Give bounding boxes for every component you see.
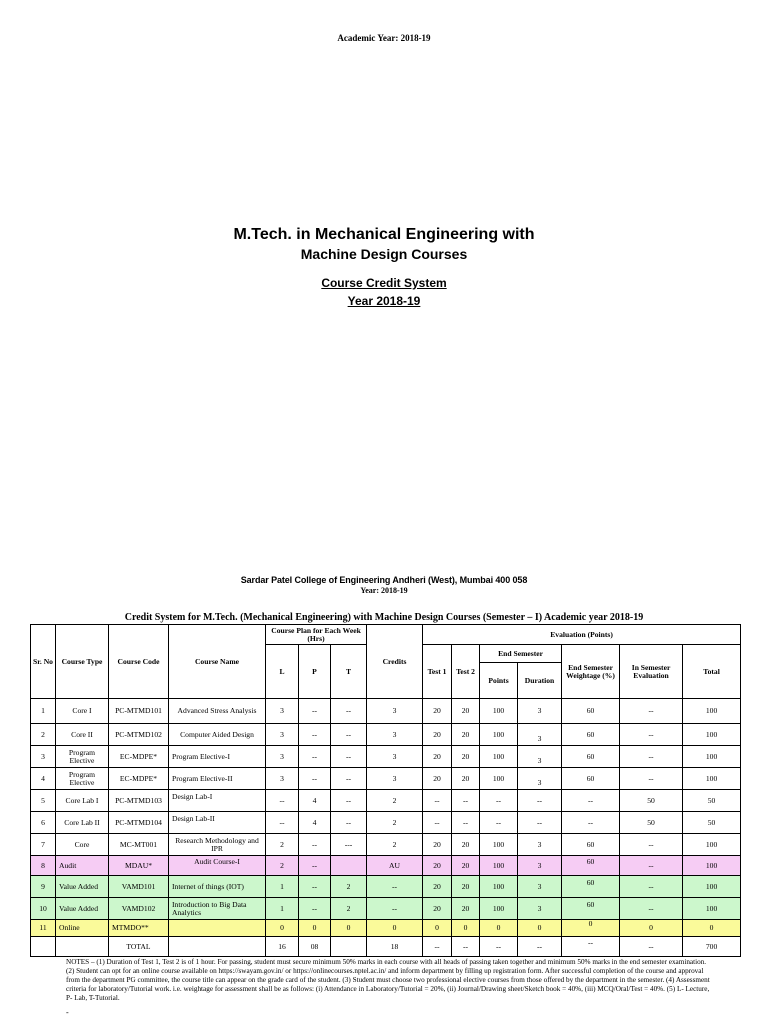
page-title-line2: Machine Design Courses [300, 246, 468, 262]
cell-points: 100 [480, 699, 518, 724]
cell-test2: 20 [452, 856, 480, 876]
cell-total: 100 [683, 898, 741, 920]
cell-total: 100 [683, 768, 741, 790]
cell-weightage: 60 [562, 699, 620, 724]
cell-credits: -- [367, 898, 423, 920]
cell-test1: 20 [423, 699, 452, 724]
cell-in-sem: 50 [620, 790, 683, 812]
header-test2: Test 2 [452, 645, 480, 699]
cell-p: -- [299, 856, 331, 876]
cell-points: 100 [480, 746, 518, 768]
cell-l: 2 [266, 834, 299, 856]
cell-weightage [562, 856, 620, 876]
cell-p: -- [299, 699, 331, 724]
cell-type: Core I [56, 699, 109, 724]
cell-sr: 1 [31, 699, 56, 724]
college-year: Year: 2018-19 [360, 586, 408, 595]
cell-type [56, 937, 109, 957]
table-row [31, 920, 741, 937]
cell-test1: 20 [423, 746, 452, 768]
cell-credits: 2 [367, 790, 423, 812]
subtitle-year: Year 2018-19 [347, 294, 421, 308]
cell-in-sem: -- [620, 724, 683, 746]
cell-sr: 3 [31, 746, 56, 768]
cell-test1: 20 [423, 856, 452, 876]
cell-name: Program Elective-I [169, 746, 266, 768]
page-title: M.Tech. in Mechanical Engineering with [233, 226, 535, 243]
cell-test1: 20 [423, 724, 452, 746]
cell-type: Core Lab II [56, 812, 109, 834]
cell-code: VAMD102 [109, 898, 169, 920]
credit-table [30, 624, 741, 957]
cell-p: -- [299, 724, 331, 746]
cell-sr: 11 [31, 920, 56, 937]
weightage-value: -- [588, 937, 594, 947]
cell-points: 100 [480, 856, 518, 876]
cell-name: Program Elective-II [169, 768, 266, 790]
cell-type: Core II [56, 724, 109, 746]
cell-in-sem: -- [620, 898, 683, 920]
cell-l: 1 [266, 898, 299, 920]
duration-value: 3 [537, 755, 542, 765]
cell-p: 4 [299, 812, 331, 834]
cell-t: -- [331, 768, 367, 790]
cell-points: 100 [480, 768, 518, 790]
cell-t: -- [331, 724, 367, 746]
cell-t: 2 [331, 876, 367, 898]
cell-sr: 5 [31, 790, 56, 812]
header-course-code: Course Code [109, 625, 169, 699]
weightage-value: 60 [586, 899, 595, 909]
cell-p: -- [299, 768, 331, 790]
cell-l: 3 [266, 724, 299, 746]
cell-total: 50 [683, 812, 741, 834]
cell-code: MTMDO** [109, 920, 169, 937]
cell-points: -- [480, 790, 518, 812]
cell-duration: -- [518, 937, 562, 957]
cell-total: 100 [683, 699, 741, 724]
table-row [31, 856, 741, 876]
cell-duration: 3 [518, 699, 562, 724]
weightage-value: 60 [586, 856, 595, 866]
cell-in-sem: -- [620, 834, 683, 856]
cell-in-sem: -- [620, 768, 683, 790]
cell-code: PC-MTMD104 [109, 812, 169, 834]
cell-test1: -- [423, 790, 452, 812]
cell-code: EC-MDPE* [109, 768, 169, 790]
cell-l: 1 [266, 876, 299, 898]
header-points: Points [480, 663, 518, 699]
cell-name [169, 920, 266, 937]
cell-code: MDAU* [109, 856, 169, 876]
table-row [31, 768, 741, 790]
cell-test2: 20 [452, 834, 480, 856]
cell-test1: 20 [423, 876, 452, 898]
cell-points: -- [480, 937, 518, 957]
cell-p: 4 [299, 790, 331, 812]
cell-t: -- [331, 746, 367, 768]
header-evaluation: Evaluation (Points) [423, 625, 741, 645]
cell-t: 2 [331, 898, 367, 920]
cell-code: PC-MTMD101 [109, 699, 169, 724]
header-end-semester: End Semester [480, 645, 562, 663]
cell-test2: 20 [452, 876, 480, 898]
duration-value: 3 [537, 777, 542, 787]
cell-in-sem: -- [620, 876, 683, 898]
cell-sr: 9 [31, 876, 56, 898]
cell-test1: -- [423, 937, 452, 957]
cell-test2: -- [452, 790, 480, 812]
cell-name: Research Methodology and IPR [169, 834, 266, 856]
cell-sr: 4 [31, 768, 56, 790]
table-row [31, 746, 741, 768]
course-name-value: Design Lab-II [172, 813, 215, 823]
header-test1: Test 1 [423, 645, 452, 699]
academic-year: Academic Year: 2018-19 [337, 33, 431, 43]
table-row [31, 790, 741, 812]
cell-test1: 20 [423, 898, 452, 920]
cell-test2: -- [452, 812, 480, 834]
cell-weightage: -- [562, 812, 620, 834]
cell-duration: 3 [518, 834, 562, 856]
cell-in-sem: -- [620, 856, 683, 876]
header-l: L [266, 645, 299, 699]
cell-duration: 3 [518, 898, 562, 920]
cell-sr: 2 [31, 724, 56, 746]
table-row [31, 724, 741, 746]
cell-total: 50 [683, 790, 741, 812]
header-total: Total [683, 645, 741, 699]
cell-points: 100 [480, 834, 518, 856]
header-t: T [331, 645, 367, 699]
cell-duration: -- [518, 790, 562, 812]
cell-name: Internet of things (IOT) [169, 876, 266, 898]
cell-duration [518, 724, 562, 746]
cell-test2: 20 [452, 746, 480, 768]
cell-points: 100 [480, 724, 518, 746]
cell-weightage: -- [562, 790, 620, 812]
cell-code: PC-MTMD103 [109, 790, 169, 812]
cell-p: -- [299, 876, 331, 898]
cell-l: 2 [266, 856, 299, 876]
cell-points: -- [480, 812, 518, 834]
cell-duration: 0 [518, 920, 562, 937]
cell-t [331, 937, 367, 957]
header-sr-no: Sr. No [31, 625, 56, 699]
cell-in-sem: -- [620, 746, 683, 768]
cell-test2: 20 [452, 699, 480, 724]
cell-weightage [562, 920, 620, 937]
cell-weightage: 60 [562, 746, 620, 768]
table-row [31, 812, 741, 834]
cell-p: -- [299, 746, 331, 768]
cell-type: Core Lab I [56, 790, 109, 812]
cell-weightage: 60 [562, 834, 620, 856]
header-credits: Credits [367, 625, 423, 699]
table-title: Credit System for M.Tech. (Mechanical Engineering) with Machine Design Courses (Semester – I) Academic year 2018-19 [124, 612, 644, 623]
cell-credits: 2 [367, 834, 423, 856]
cell-p: -- [299, 834, 331, 856]
cell-test2: 20 [452, 768, 480, 790]
header-course-plan: Course Plan for Each Week (Hrs) [266, 625, 367, 645]
cell-weightage [562, 876, 620, 898]
cell-code: EC-MDPE* [109, 746, 169, 768]
cell-sr: 8 [31, 856, 56, 876]
cell-l: 3 [266, 768, 299, 790]
cell-type: Program Elective [56, 746, 109, 768]
table-row [31, 898, 741, 920]
cell-l: -- [266, 790, 299, 812]
footer-mark: - [66, 1008, 69, 1017]
cell-total: 100 [683, 724, 741, 746]
cell-t: -- [331, 790, 367, 812]
table-row [31, 876, 741, 898]
cell-credits: AU [367, 856, 423, 876]
cell-duration: -- [518, 812, 562, 834]
cell-code: PC-MTMD102 [109, 724, 169, 746]
cell-test2: -- [452, 937, 480, 957]
cell-type: Value Added [56, 898, 109, 920]
cell-l: 3 [266, 699, 299, 724]
cell-t [331, 856, 367, 876]
weightage-value: 0 [588, 919, 593, 929]
cell-type: Core [56, 834, 109, 856]
cell-weightage: 60 [562, 724, 620, 746]
table-row [31, 834, 741, 856]
duration-value: 3 [537, 733, 542, 743]
header-p: P [299, 645, 331, 699]
cell-in-sem: -- [620, 699, 683, 724]
cell-total: 100 [683, 746, 741, 768]
cell-sr: 7 [31, 834, 56, 856]
cell-credits: 3 [367, 724, 423, 746]
cell-l: 0 [266, 920, 299, 937]
cell-type: Audit [56, 856, 109, 876]
table-row [31, 699, 741, 724]
cell-total-label: TOTAL [109, 937, 169, 957]
cell-credits: 2 [367, 812, 423, 834]
cell-sr: 6 [31, 812, 56, 834]
cell-l: -- [266, 812, 299, 834]
cell-weightage [562, 898, 620, 920]
total-row [31, 937, 741, 957]
course-name-value: Design Lab-I [172, 791, 213, 801]
cell-test1: 20 [423, 768, 452, 790]
cell-t: -- [331, 699, 367, 724]
cell-test2: 20 [452, 724, 480, 746]
weightage-value: 60 [586, 877, 595, 887]
cell-total: 100 [683, 834, 741, 856]
course-name-value: Audit Course-I [194, 856, 240, 866]
subtitle-course-credit-system: Course Credit System [321, 276, 447, 290]
cell-name [169, 790, 266, 812]
cell-duration [518, 768, 562, 790]
cell-sr: 10 [31, 898, 56, 920]
cell-p: 0 [299, 920, 331, 937]
header-in-sem-eval: In Semester Evaluation [620, 645, 683, 699]
cell-p: 08 [299, 937, 331, 957]
cell-duration [518, 746, 562, 768]
cell-name: Advanced Stress Analysis [169, 699, 266, 724]
cell-type: Program Elective [56, 768, 109, 790]
college-name: Sardar Patel College of Engineering Andheri (West), Mumbai 400 058 [240, 575, 528, 585]
notes: NOTES – (1) Duration of Test 1, Test 2 is of 1 hour. For passing, student must secure minimum 50% marks in each course with all heads of passing taken together and minimum 50% marks in the end semester examination. (2) Student can opt for an online course available on https://swayam.gov.in/ or https://onlinecourses.nptel.ac.in/ and inform department by filling up registration form. After successful completion of the course and approval from the department PG committee, the course title can appear on the grade card of the student. (3) Student must choose two professional elective courses from those offered by the department in the semester. (4) Assessment criteria for laboratory/Tutorial work. i.e. weightage for assessment shall be as follows: (i) Attendance in Laboratory/Tutorial = 20%, (ii) Journal/Drawing sheet/Sketch book = 40%, (iii) MCQ/Oral/Test = 40%. (5) L- Lecture, P- Lab, T-Tutorial. [66, 958, 710, 1002]
cell-credits: 0 [367, 920, 423, 937]
cell-total: 100 [683, 856, 741, 876]
cell-in-sem: 50 [620, 812, 683, 834]
cell-test2: 0 [452, 920, 480, 937]
cell-credits: 3 [367, 746, 423, 768]
header-course-type: Course Type [56, 625, 109, 699]
cell-name: Computer Aided Design [169, 724, 266, 746]
cell-name [169, 937, 266, 957]
cell-l: 16 [266, 937, 299, 957]
cell-p: -- [299, 898, 331, 920]
header-duration: Duration [518, 663, 562, 699]
cell-total: 100 [683, 876, 741, 898]
cell-t: -- [331, 812, 367, 834]
cell-credits: 18 [367, 937, 423, 957]
cell-in-sem: -- [620, 937, 683, 957]
cell-code: VAMD101 [109, 876, 169, 898]
header-course-name: Course Name [169, 625, 266, 699]
cell-name [169, 812, 266, 834]
cell-type: Online [56, 920, 109, 937]
cell-test1: 0 [423, 920, 452, 937]
cell-name: Introduction to Big Data Analytics [169, 898, 266, 920]
cell-weightage: 60 [562, 768, 620, 790]
cell-type: Value Added [56, 876, 109, 898]
cell-in-sem: 0 [620, 920, 683, 937]
cell-total: 700 [683, 937, 741, 957]
cell-duration: 3 [518, 856, 562, 876]
cell-test1: -- [423, 812, 452, 834]
cell-credits: 3 [367, 768, 423, 790]
cell-t: --- [331, 834, 367, 856]
cell-weightage [562, 937, 620, 957]
cell-credits: -- [367, 876, 423, 898]
cell-points: 100 [480, 876, 518, 898]
cell-l: 3 [266, 746, 299, 768]
cell-credits: 3 [367, 699, 423, 724]
cell-name [169, 856, 266, 876]
cell-test1: 20 [423, 834, 452, 856]
header-end-sem-weightage: End Semester Weightage (%) [562, 645, 620, 699]
cell-points: 0 [480, 920, 518, 937]
cell-points: 100 [480, 898, 518, 920]
cell-test2: 20 [452, 898, 480, 920]
cell-duration: 3 [518, 876, 562, 898]
cell-t: 0 [331, 920, 367, 937]
cell-sr [31, 937, 56, 957]
cell-code: MC-MT001 [109, 834, 169, 856]
cell-total: 0 [683, 920, 741, 937]
